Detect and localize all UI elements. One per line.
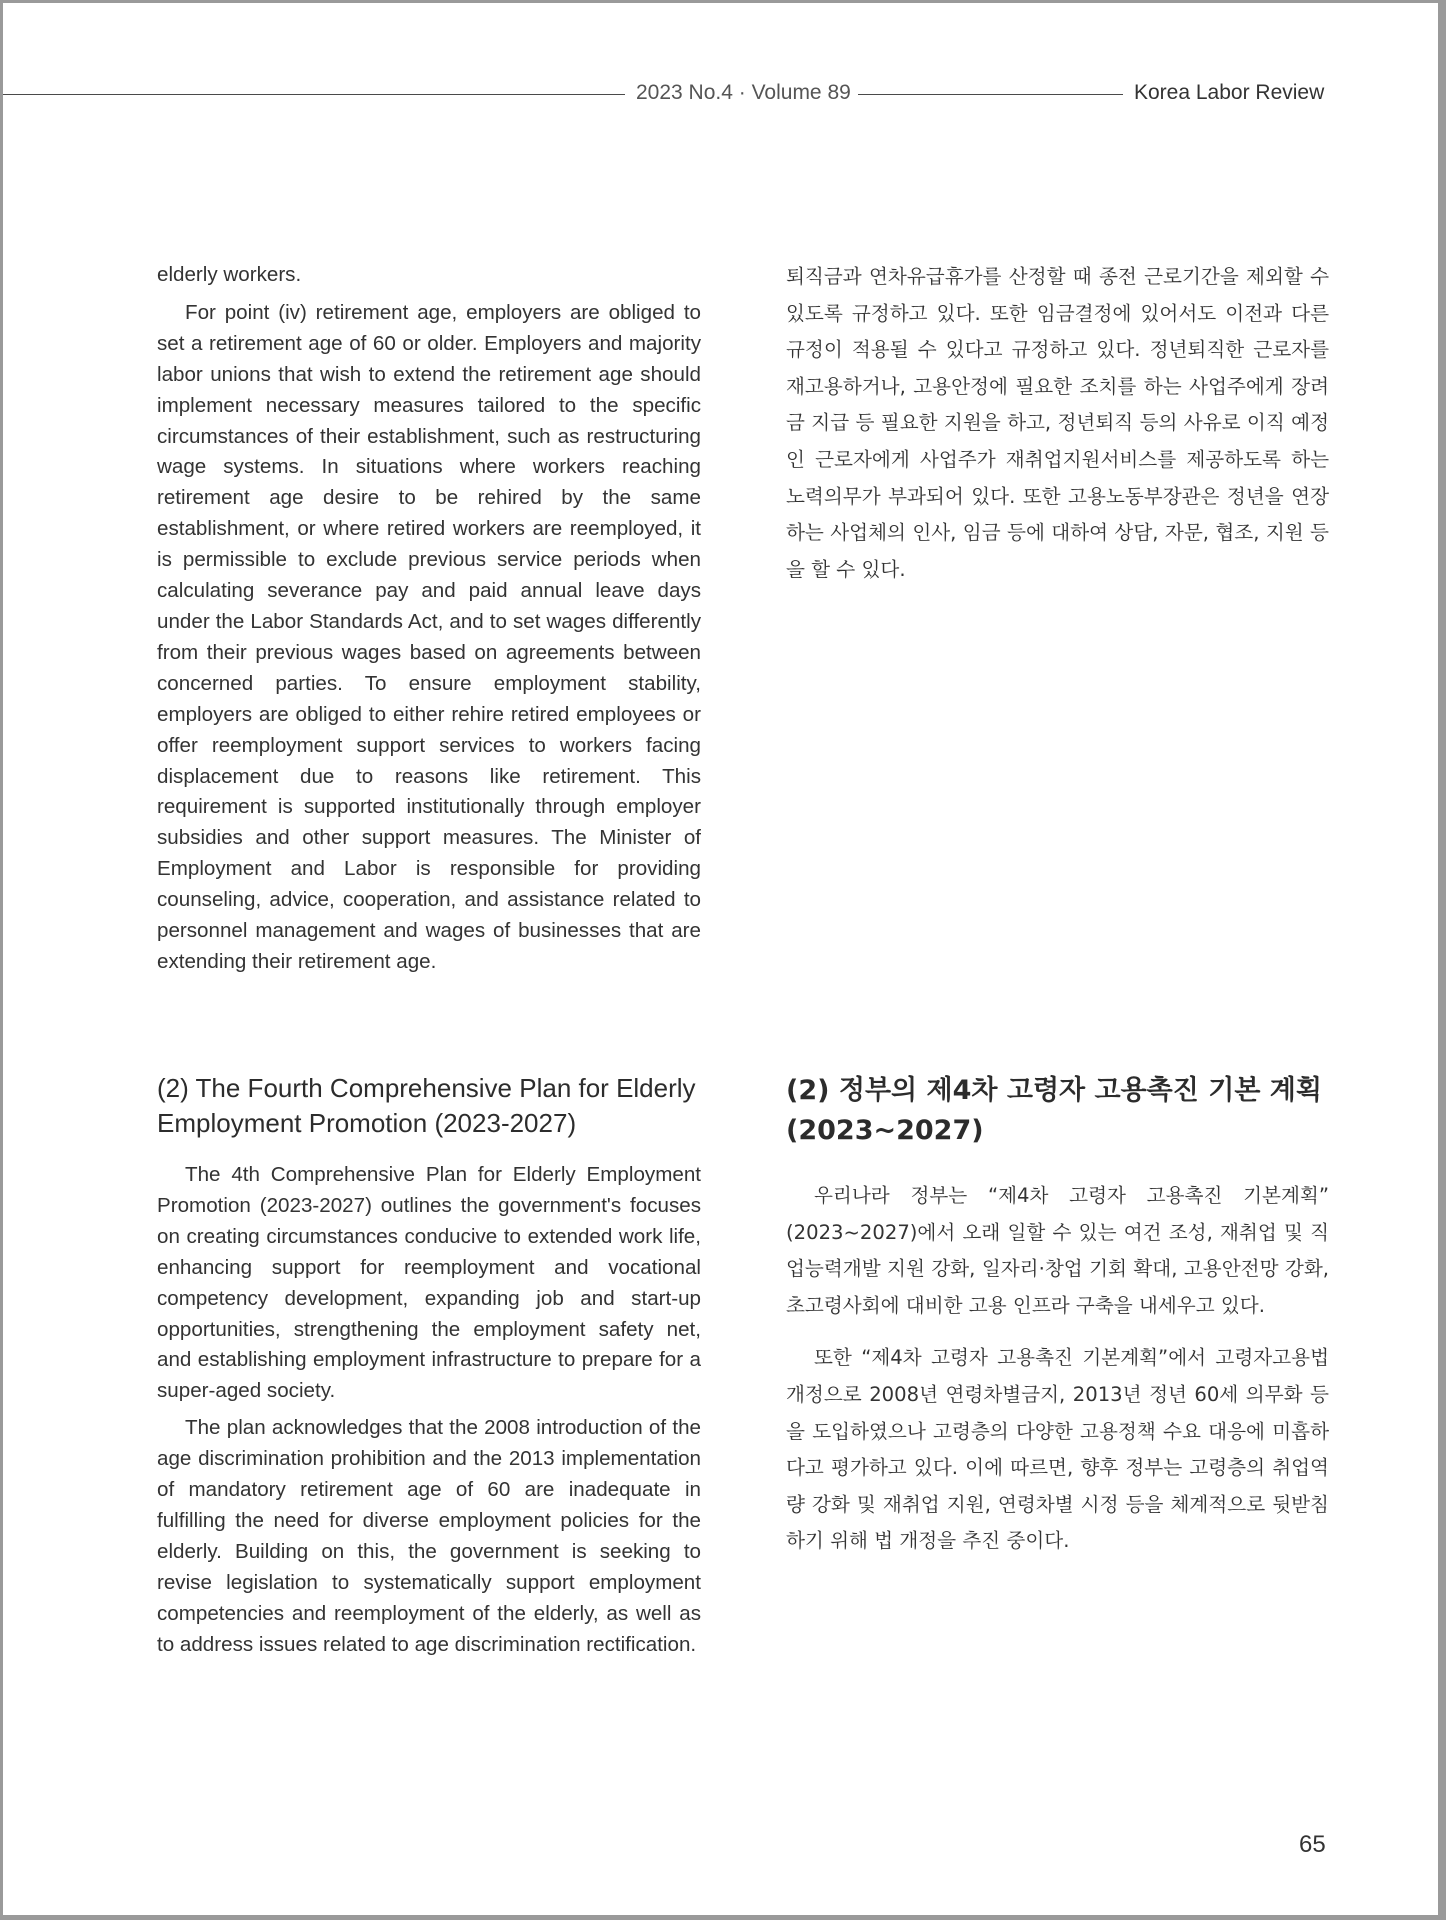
english-section-heading: (2) The Fourth Comprehensive Plan for Elderly Employment Promotion (2023-2027) [157, 1073, 696, 1138]
english-paragraph: For point (iv) retirement age, employers are obliged to set a retirement age of 60 or older. Employers and majority labor unions that wish to extend the retirement age should implement necessary measures tailored to the specific circumstances of their establishment, such as restructuring wage systems. In situations where workers reaching retirement age desire to be rehired by the same establishment, or where retired workers are reemployed, it is permissible to exclude previous service periods when calculating severance pay and paid annual leave days under the Labor Standards Act, and to set wages differently from their previous wages based on agreements between concerned parties. To ensure employment stability, employers are obliged to either rehire retired employees or offer reemployment support services to workers facing displacement due to reasons like retirement. This requirement is supported institutionally through employer subsidies and other support measures. The Minister of Employment and Labor is responsible for providing counseling, advice, cooperation, and assistance related to personnel management and wages of businesses that are extending their retirement age. [157, 300, 701, 973]
header-rule-left [3, 94, 625, 95]
korean-column-top [786, 259, 1329, 588]
page-number: 65 [1299, 1831, 1326, 1858]
english-paragraph: The plan acknowledges that the 2008 introduction of the age discrimination prohibition and the 2013 implementation of mandatory retirement age of 60 are inadequate in fulfilling the need for diverse employment policies for the elderly. Building on this, the government is seeking to revise legislation to systematically support employment competencies and reemployment of the elderly, as well as to address issues related to age discrimination rectification. [157, 1416, 701, 1656]
header-journal-title: Korea Labor Review [1134, 81, 1325, 104]
korean-paragraph: 또한 “제4차 고령자 고용촉진 기본계획”에서 고령자고용법 개정으로 2008년 연령차별금지, 2013년 정년 60세 의무화 등을 도입하였으나 고령층의 다양한 고용정책 수요 대응에 미흡하다고 평가하고 있다. 이에 따르면, 향후 정부는 고령층의 취업역량 강화 및 재취업 지원, 연령차별 시정 등을 체계적으로 뒷받침하기 위해 법 개정을 추진 중이다. [786, 1346, 1329, 1553]
korean-paragraph: 우리나라 정부는 “제4차 고령자 고용촉진 기본계획” (2023~2027)에서 오래 일할 수 있는 여건 조성, 재취업 및 직업능력개발 지원 강화, 일자리·창업 기회 확대, 고용안전망 강화, 초고령사회에 대비한 고용 인프라 구축을 내세우고 있다. [786, 1184, 1329, 1317]
header-rule-right [858, 94, 1123, 95]
english-column-top [157, 260, 701, 978]
english-paragraph-continued: elderly workers. [157, 263, 302, 286]
korean-paragraph-continued: 퇴직금과 연차유급휴가를 산정할 때 종전 근로기간을 제외할 수 있도록 규정하고 있다. 또한 임금결정에 있어서도 이전과 다른 규정이 적용될 수 있다고 규정하고 있다. 정년퇴직한 근로자를 재고용하거나, 고용안정에 필요한 조치를 하는 사업주에게 장려금 지급 등 필요한 지원을 하고, 정년퇴직 등의 사유로 이직 예정인 근로자에게 사업주가 재취업지원서비스를 제공하도록 하는 노력의무가 부과되어 있다. 또한 고용노동부장관은 정년을 연장하는 사업체의 인사, 임금 등에 대하여 상담, 자문, 협조, 지원 등을 할 수 있다. [786, 265, 1329, 581]
korean-column-bottom [786, 1178, 1329, 1560]
english-paragraph: The 4th Comprehensive Plan for Elderly Employment Promotion (2023-2027) outlines the government's focuses on creating circumstances conducive to extended work life, enhancing support for reemployment and vocational competency development, expanding job and start-up opportunities, strengthening the employment safety net, and establishing employment infrastructure to prepare for a super-aged society. [157, 1163, 701, 1403]
english-column-bottom [157, 1160, 701, 1661]
header-issue: 2023 No.4 · Volume 89 [636, 81, 851, 104]
korean-section-heading: (2) 정부의 제4차 고령자 고용촉진 기본 계획 (2023~2027) [786, 1075, 1322, 1146]
